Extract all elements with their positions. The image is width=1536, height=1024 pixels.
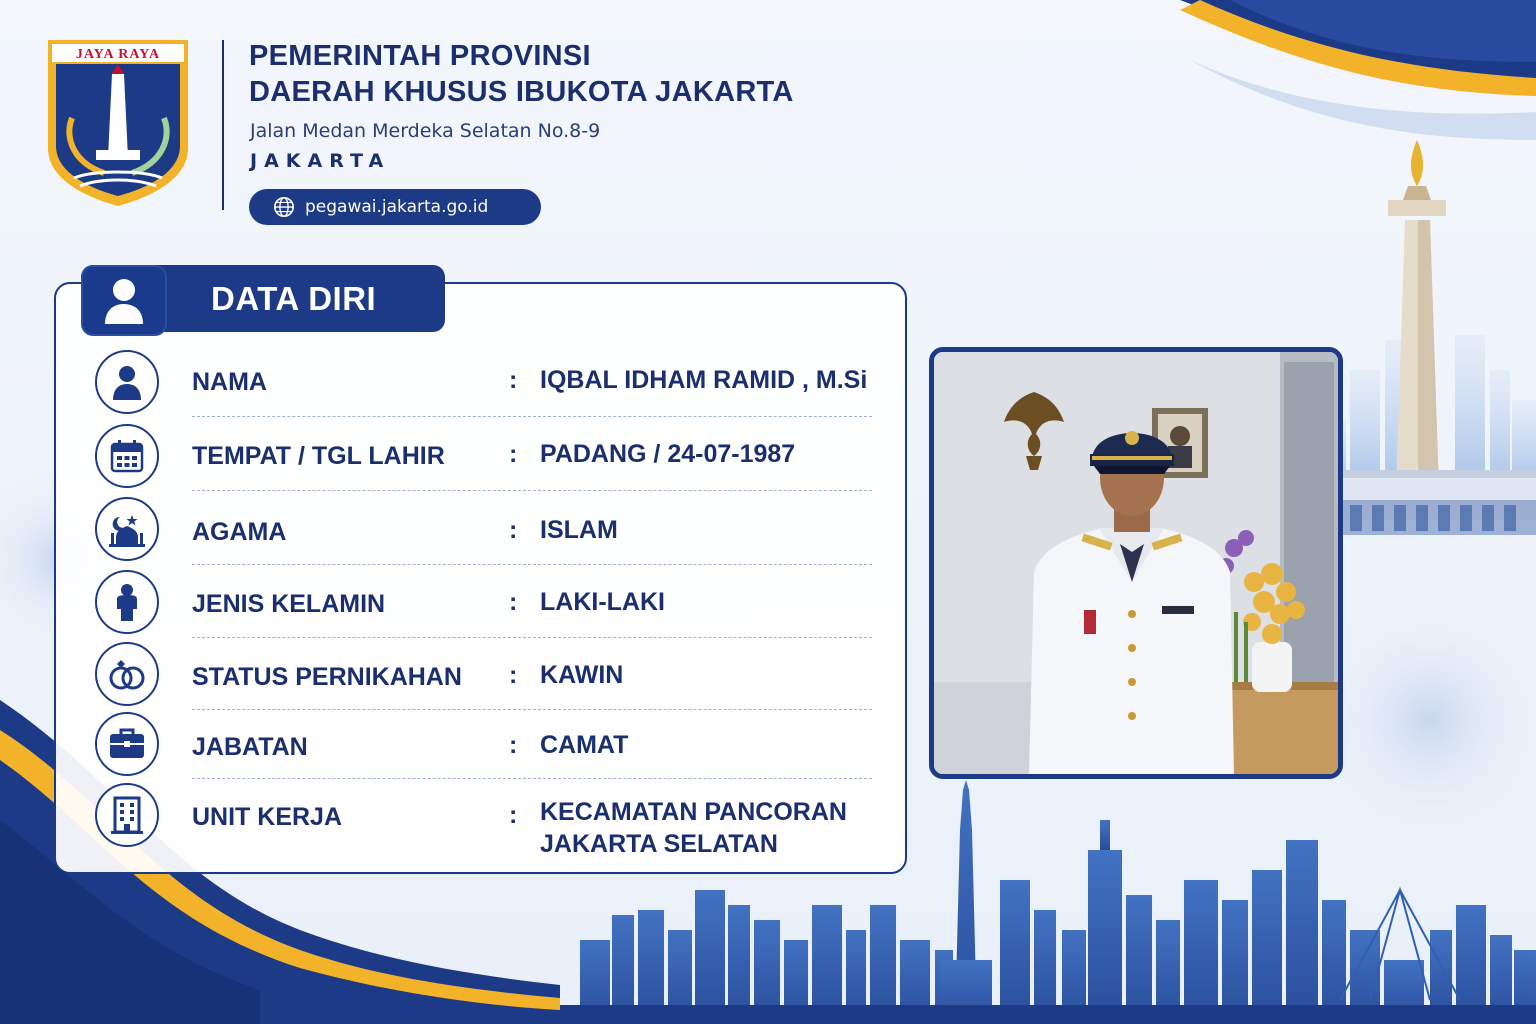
- colon: :: [509, 588, 518, 616]
- website-url: pegawai.jakarta.go.id: [305, 197, 489, 217]
- label-tempat-tgl-lahir: TEMPAT / TGL LAHIR: [192, 442, 445, 470]
- website-link[interactable]: [249, 189, 541, 225]
- calendar-icon: [95, 424, 159, 488]
- building-icon: [95, 783, 159, 847]
- male-icon: [95, 570, 159, 634]
- card-title: DATA DIRI: [211, 280, 377, 317]
- value-agama: ISLAM: [540, 516, 618, 544]
- colon: :: [509, 801, 518, 829]
- row-separator: [192, 416, 872, 417]
- label-agama: AGAMA: [192, 518, 287, 546]
- colon: :: [509, 661, 518, 689]
- jakarta-emblem-logo: [44, 38, 192, 208]
- rings-icon: [95, 642, 159, 706]
- value-nama: IQBAL IDHAM RAMID , M.Si: [540, 366, 868, 394]
- colon: :: [509, 731, 518, 759]
- label-jenis-kelamin: JENIS KELAMIN: [192, 590, 386, 618]
- label-unit-kerja: UNIT KERJA: [192, 803, 343, 831]
- row-separator: [192, 637, 872, 638]
- row-separator: [192, 709, 872, 710]
- user-icon: [101, 276, 147, 326]
- header-divider: [222, 40, 224, 210]
- person-icon: [95, 350, 159, 414]
- value-unit-kerja-line2: JAKARTA SELATAN: [540, 830, 778, 858]
- row-separator: [192, 778, 872, 779]
- briefcase-icon: [95, 712, 159, 776]
- colon: :: [509, 366, 518, 394]
- colon: :: [509, 516, 518, 544]
- org-name-line2: DAERAH KHUSUS IBUKOTA JAKARTA: [249, 76, 794, 108]
- globe-icon: [273, 196, 295, 218]
- colon: :: [509, 440, 518, 468]
- value-unit-kerja-line1: KECAMATAN PANCORAN: [540, 798, 847, 826]
- profile-photo: [929, 347, 1343, 779]
- card-title-icon-box: [81, 265, 167, 336]
- org-city: JAKARTA: [250, 150, 391, 172]
- org-address: Jalan Medan Merdeka Selatan No.8-9: [250, 120, 601, 142]
- row-separator: [192, 564, 872, 565]
- value-tempat-tgl-lahir: PADANG / 24-07-1987: [540, 440, 796, 468]
- svg-text:JAYA RAYA: JAYA RAYA: [75, 47, 161, 62]
- label-nama: NAMA: [192, 368, 267, 396]
- row-separator: [192, 490, 872, 491]
- value-jenis-kelamin: LAKI-LAKI: [540, 588, 665, 616]
- value-status-pernikahan: KAWIN: [540, 661, 624, 689]
- mosque-icon: [95, 497, 159, 561]
- label-jabatan: JABATAN: [192, 733, 308, 761]
- label-status-pernikahan: STATUS PERNIKAHAN: [192, 663, 462, 691]
- org-name-line1: PEMERINTAH PROVINSI: [249, 40, 591, 72]
- value-jabatan: CAMAT: [540, 731, 629, 759]
- monas-monument: [1330, 140, 1536, 535]
